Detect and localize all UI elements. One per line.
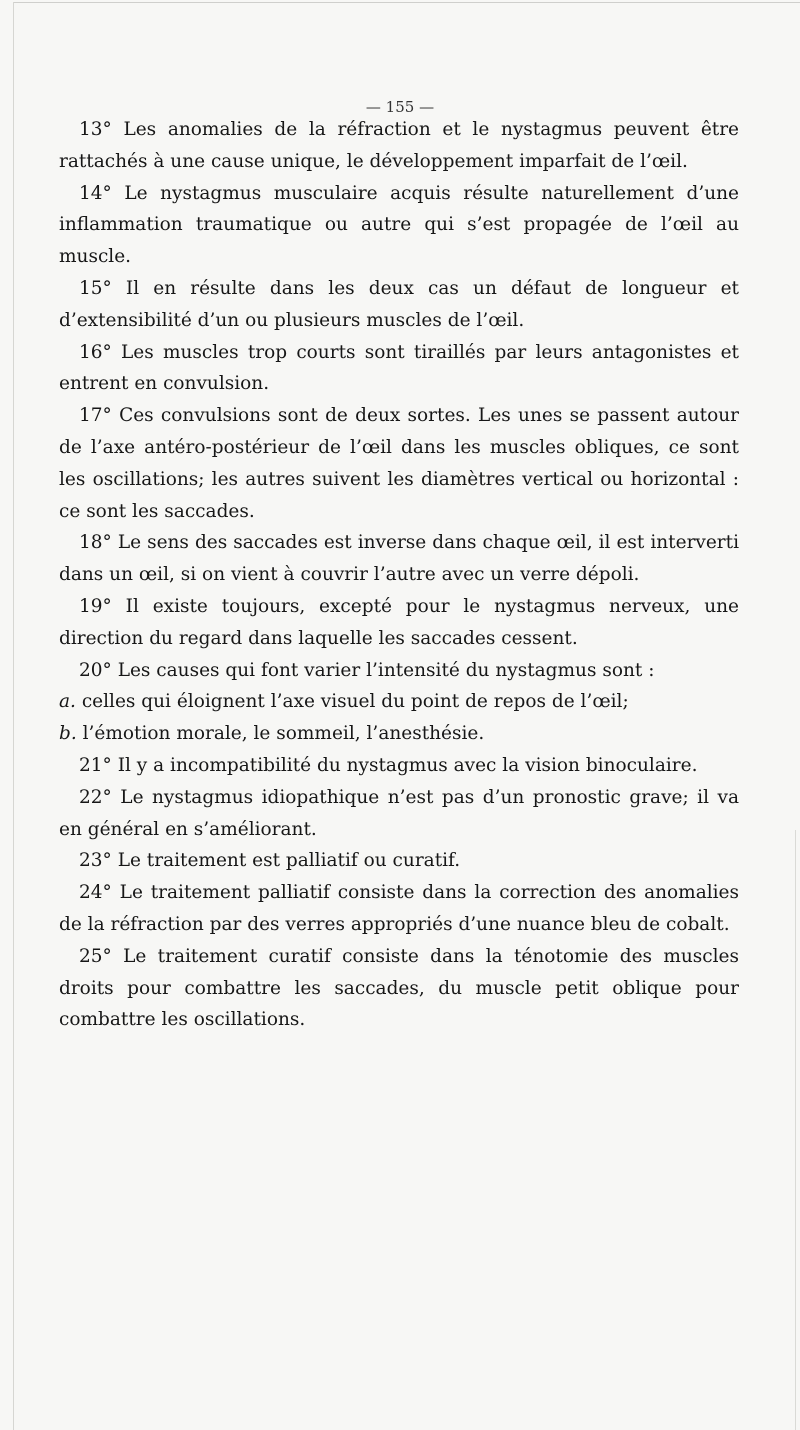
paragraph-15 bbox=[59, 273, 739, 337]
paragraph-number: 20° bbox=[79, 659, 112, 681]
paragraph-number: 18° bbox=[79, 532, 112, 554]
paragraph-text: Il y a incompatibilité du nystagmus avec la vision binoculaire. bbox=[117, 754, 698, 776]
paragraph-number: 25° bbox=[79, 945, 112, 967]
paragraph-text: Les anomalies de la réfraction et le nystagmus peuvent être rattachés à une cause unique, le développement imparfait de l’œil. bbox=[59, 119, 739, 172]
page-number: — 155 — bbox=[365, 98, 435, 116]
paragraph-16 bbox=[59, 337, 739, 401]
paragraph-text: Le sens des saccades est inverse dans chaque œil, il est interverti dans un œil, si on vient à couvrir l’autre avec un verre dépoli. bbox=[59, 532, 740, 586]
sub-item-text: celles qui éloignent l’axe visuel du point de repos de l’œil; bbox=[81, 691, 629, 713]
paragraph-19 bbox=[59, 591, 739, 655]
paragraph-number: 19° bbox=[79, 595, 112, 617]
paragraph-text: Les causes qui font varier l’intensité du nystagmus sont : bbox=[117, 659, 655, 681]
paragraph-number: 14° bbox=[79, 182, 112, 204]
paragraph-text: Les muscles trop courts sont tiraillés par leurs antagonistes et entrent en convulsion. bbox=[59, 341, 739, 395]
paragraph-number: 16° bbox=[79, 341, 112, 363]
paragraph-text: Le traitement curatif consiste dans la ténotomie des muscles droits pour combattre les saccades, du muscle petit oblique pour combattre les oscillations. bbox=[59, 945, 739, 1031]
sub-item-letter: b. bbox=[59, 723, 77, 745]
paragraph-18 bbox=[59, 527, 739, 591]
paragraph-number: 15° bbox=[79, 277, 112, 299]
paragraph-22 bbox=[59, 782, 739, 846]
paragraph-number: 24° bbox=[79, 882, 112, 904]
paragraph-25 bbox=[59, 941, 739, 1036]
paragraph-text: Le traitement est palliatif ou curatif. bbox=[117, 850, 461, 872]
body-text bbox=[59, 114, 739, 1036]
page-edge-right bbox=[795, 830, 796, 1430]
sub-item-a bbox=[59, 686, 739, 718]
paragraph-23 bbox=[59, 845, 739, 877]
paragraph-14 bbox=[59, 178, 739, 273]
paragraph-number: 17° bbox=[79, 405, 112, 427]
paragraph-24 bbox=[59, 877, 739, 941]
paragraph-number: 22° bbox=[79, 786, 112, 808]
paragraph-number: 21° bbox=[79, 754, 112, 776]
paragraph-text: Il existe toujours, excepté pour le nystagmus nerveux, une direction du regard dans laquelle les saccades cessent. bbox=[59, 595, 739, 649]
sub-item-b bbox=[59, 718, 739, 750]
sub-item-text: l’émotion morale, le sommeil, l’anesthésie. bbox=[82, 723, 485, 745]
paragraph-number: 13° bbox=[79, 119, 112, 140]
paragraph-21 bbox=[59, 750, 739, 782]
sub-item-letter: a. bbox=[59, 691, 76, 713]
paragraph-13 bbox=[59, 114, 739, 178]
paragraph-text: Le nystagmus idiopathique n’est pas d’un pronostic grave; il va en général en s’améliorant. bbox=[59, 786, 739, 840]
paragraph-17 bbox=[59, 400, 739, 527]
paragraph-text: Le traitement palliatif consiste dans la correction des anomalies de la réfraction par des verres appropriés d’une nuance bleu de cobalt. bbox=[59, 882, 739, 935]
paragraph-number: 23° bbox=[79, 850, 112, 872]
paragraph-text: Le nystagmus musculaire acquis résulte naturellement d’une inflammation traumatique ou autre qui s’est propagée de l’œil au muscle. bbox=[59, 182, 739, 268]
paragraph-text: Il en résulte dans les deux cas un défaut de longueur et d’extensibilité d’un ou plusieurs muscles de l’œil. bbox=[59, 277, 739, 331]
paragraph-20 bbox=[59, 655, 739, 687]
page-edge-top bbox=[14, 2, 800, 3]
page-edge-left bbox=[13, 2, 14, 1430]
paragraph-text: Ces convulsions sont de deux sortes. Les unes se passent autour de l’axe antéro-postérieur de l’œil dans les muscles obliques, ce sont les oscillations; les autres suivent les diamètres vertical ou horizontal : ce sont les saccades. bbox=[59, 405, 739, 522]
